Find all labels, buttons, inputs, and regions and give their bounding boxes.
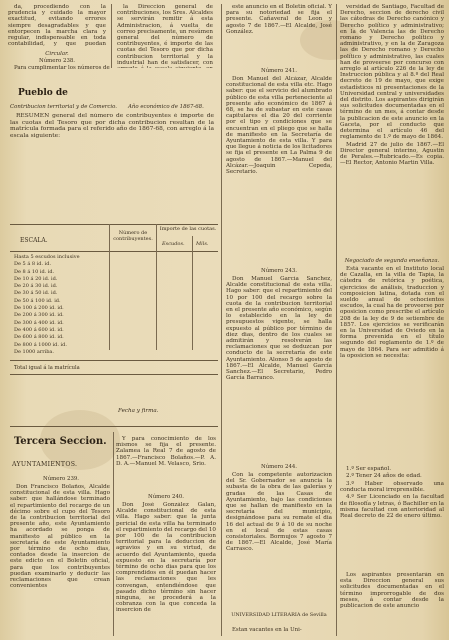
table-divider <box>109 224 110 350</box>
requirements-list <box>340 466 444 568</box>
escala-cell: De 50 á 100 id. id. <box>14 297 61 304</box>
escala-cell: De 5 á 8 id. id. <box>14 261 52 268</box>
resumen-text: RESUMEN general del número de contribuyentes é importe de las cuotas del Tesoro que por dicha contribucion resultan de la matrícula formada para el referido año de 1867-68, con arreglo á la escala siguiente: <box>10 113 214 139</box>
circular-number: Número 238. <box>38 58 76 64</box>
list-item: 1.º Ser español. <box>346 466 391 472</box>
escala-cell: De 100 á 200 id. id. <box>14 305 64 312</box>
notice-244 <box>226 472 332 610</box>
year-header: Año económico de 1867-68. <box>128 104 204 110</box>
table-total-rule <box>10 360 218 361</box>
escala-cell: De 400 á 600 id. id. <box>14 326 64 333</box>
number-239: Número 239. <box>42 476 80 482</box>
table-row <box>12 269 82 276</box>
paragraph: Don Francisco Bolaños, Alcalde constitucional de esta villa. Hago saber: que hallándose terminado el repartimiento del recargo de un décimo sobre el cupo del Tesoro de la contribucion territorial del presente año, este Ayuntamiento ha acordado se ponga de manifiesto al público en la secretaría de este Ayuntamiento por término de ocho dias, contados desde la insercion de este edicto en el Boletin oficial, para que los contribuyentes puedan examinarlo y deducir las reclamaciones que crean convenientes <box>10 484 110 590</box>
contrib-header: Contribucion territorial y de Comercio. <box>10 104 117 110</box>
paragraph: Y para conocimiento de los mismos se fija el presente. Zalamea la Real 7 de agosto de 1867.—Francisco Bolaños.—P. A. D. A.—Manuel M. Velasco, Srio. <box>116 436 216 467</box>
number-244: Número 244. <box>260 464 298 470</box>
paragraph: Los aspirantes presentarán en esta Direccion general sus solicitudes documentadas en el término improrrogable de dos meses, á contar desde la publicacion de este anuncio <box>340 572 444 610</box>
escala-cell: De 20 á 30 id. id. <box>14 283 58 290</box>
number-243: Número 243. <box>260 268 298 274</box>
number-240: Número 240. <box>147 494 185 500</box>
ayuntamientos-title: AYUNTAMIENTOS. <box>12 461 78 468</box>
table-row <box>12 320 82 327</box>
notice-240 <box>116 502 216 636</box>
paragraph: Don Manuel del Alcázar, Alcalde constitucional de esta villa etc. Hago saber: que el servicio del alumbrado público de esta villa perteneciente al presente año económico de 1867 á 68, se ha de subastar en este casas capitulares el dia 20 del corriente por el tipo y condiciones que se encuentran en el pliego que se halla de manifiesto en la Secretaría de Ayuntamiento de esta villa. Y para que llegue á noticia de los licitadores se fija el presente en La Palma 9 de agosto de 1867.—Manuel del Alcázar.—Joaquin Cepeda, Secretario. <box>226 76 332 176</box>
column-4-middle <box>340 266 444 464</box>
column-divider <box>336 4 337 636</box>
universidad-text: Estan vacantes en la Uni- <box>232 627 302 633</box>
table-row <box>12 342 82 349</box>
escala-cell: De 300 á 400 id. id. <box>14 319 64 326</box>
column-2-top <box>117 4 213 68</box>
table-row <box>12 312 82 319</box>
escala-cell: De 1000 arriba. <box>14 348 55 355</box>
paragraph: este anuncio en el Boletin oficial. Y para su notoriedad se fija el presente. Cañaveral de Leon y agosto 7 de 1867.—El Alcalde, José González. <box>226 4 332 35</box>
column-divider <box>113 432 114 636</box>
table-row <box>12 349 82 356</box>
list-item: 4.º Ser Licenciado en la facultad de filosofía y letras, ó Bachiller en la misma facultad con anterioridad al Real decreto de 22 de enero último. <box>340 494 444 519</box>
escala-cell: De 8 á 10 id. id. <box>14 268 55 275</box>
table-divider <box>156 224 157 350</box>
paragraph: Con la competente autorizacion del Sr. Gobernador se anuncia la subasta de la obra de las galerías y gradas de las Casas de Ayuntamiento, bajo las condiciones que se hallan de manifiesto en la secretaría del municipio, designándose para su remate el dia 16 del actual de 9 á 10 de su noche en el local de estas casas consistoriales. Bormujos 7 agosto 7 de 1867.—El Alcalde, José María Carrasco. <box>226 472 332 553</box>
paragraph: versidad de Santiago, Facultad de Derecho, seccion de derecho civil las cátedras de Derecho canónico y Derecho político y administrativo; en la de Valencia las de Derecho romano y Derecho político y administrativo, y en la de Zaragoza las de Derecho romano y Derecho político y administrativo, las cuales han de proveerse por concurso con arreglo al artículo 226 de la ley de Instruccion pública y al 8.º del Real decreto de 19 de mayo, que exige estadísticos ni presentaciones de la Universidad central y universidades del distrito. Los aspirantes dirigirán sus solicitudes documentadas en el término de un mes, á contar desde la publicacion de este anuncio en la Gaceta, por el conducto que determina el artículo 46 del reglamento de 1.º de mayo de 1864. <box>340 4 444 141</box>
column-3-top <box>226 4 332 62</box>
paragraph: Está vacante en el Instituto local de Cazalla, en la villa de Tapia, la cátedra de retórica y poética, ejercicios de análisis, traduccion y composicion latina, dotada con el sueldo anual de ochocientos escudos, la cual ha de proveerse por oposicion como prescribe el artículo 208 de la ley de 9 de setiembre de 1857. Los ejercicios se verificarán en la Universidad de Oviedo en la forma prevenida en el título segundo del reglamento de 1.º de mayo de 1864. Para ser admitido á la oposicion se necesita: <box>340 266 444 359</box>
column-2-bottom <box>116 436 216 492</box>
column-4-top <box>340 4 444 254</box>
column-divider <box>111 4 112 68</box>
table-divider <box>192 236 193 350</box>
total-label: Total igual á la matrícula <box>14 365 80 371</box>
escala-cell: De 800 á 1000 id. id. <box>14 341 67 348</box>
list-item: 2.º Tener 24 años de edad. <box>346 473 422 480</box>
column-1-top <box>8 4 106 46</box>
table-row <box>12 298 82 305</box>
column-4-bottom <box>340 572 444 636</box>
signature: Madrid 27 de julio de 1867.—El Director general interino, Agustin de Perales.—Rubricado.—Es copia.—El Rector, Antonio Martin Villa. <box>340 141 444 167</box>
escala-cell: De 30 á 50 id. id. <box>14 290 58 297</box>
paragraph: la Direccion general de contribuciones, los Sres. Alcaldes se servirán remitir á esta Administracion, á vuelta de correo precisamente, un resúmen general del número de contribuyentes, é importe de las cuotas del Tesoro que por dicha contribucion territorial y la industrial han de satisfacer, con <box>117 4 213 66</box>
table-bottom-rule <box>10 374 218 375</box>
table-header-mils: Mils. <box>196 241 209 247</box>
list-item: 3.º Haber observado una conducta moral irreprensible. <box>340 480 444 493</box>
table-header-numero: Número de contribuyentes. <box>113 230 153 242</box>
circular-note: Para cumplimentar los números de <box>14 65 110 71</box>
escala-table <box>12 254 82 356</box>
paragraph: da, procediendo con la prudencia y cuidado la mayor exactitud, evitando errores siempre desagradables y que entorpecen la marcha clara y regular, indispensable en toda contabilidad, y que puedan <box>8 4 106 46</box>
paragraph: Don Manuel García Sanchez, Alcalde constitucional de esta villa. Hago saber: que el repartimiento del 10 por 100 del recargo sobre la cuota de la contribucion territorial en el presente año económico, según lo establecido en la ley de presupuestos vigente, se halla expuesto al público por término de diez dias, dentro de los cuales se admitirán y resolverán las reclamaciones que se deduzcan por conducto de la secretaría de este Ayuntamiento. Alonso 5 de agosto de 1867.—El Alcalde, Manuel García Sanchez.—El Secretario, Pedro García Barranco. <box>226 276 332 382</box>
table-row <box>12 261 82 268</box>
notice-243 <box>226 276 332 460</box>
fecha-label: Fecha y firma. <box>118 408 159 414</box>
number-241: Número 241. <box>260 68 298 74</box>
escala-cell: De 600 á 800 id. id. <box>14 334 64 341</box>
notice-241 <box>226 76 332 264</box>
table-row <box>12 334 82 341</box>
table-row <box>12 290 82 297</box>
paragraph: Don José González Galan, Alcalde constitucional de esta villa. Hago saber: que la junta pericial de esta villa ha terminado el repartimiento del recargo del 10 por 100 de la contribucion territorial para la deduccion de agravios y en su virtud, de acuerdo del Ayuntamiento, queda expuesto en la secretaría por término de ocho dias para que los comprendidos en él puedan hacer las reclamaciones que les convengan, entendiéndose que pasado dicho término sin hacer ninguna, se procederá a la cobranza con la que conceda la insercion de <box>116 502 216 614</box>
table-header-rule <box>10 251 218 252</box>
negociado-heading: Negociado de segunda enseñanza. <box>344 258 440 264</box>
column-divider <box>221 4 222 636</box>
table-header-escala: ESCALA. <box>20 237 48 244</box>
pueblo-header: Pueblo de <box>18 88 68 98</box>
escala-cell: De 200 á 300 id. id. <box>14 312 64 319</box>
circular-label: Circular. <box>45 51 69 57</box>
escala-cell: Hasta 5 escudos inclusive <box>14 254 80 260</box>
escala-cell: De 10 á 20 id. id. <box>14 275 58 282</box>
resumen-paragraph <box>10 113 214 139</box>
table-top-rule <box>10 224 218 225</box>
universidad-heading: UNIVERSIDAD LITERARIA de Sevilla <box>231 612 327 618</box>
table-header-escudos: Escudos. <box>162 241 185 247</box>
section-rule <box>10 426 218 427</box>
table-header-importe: Importe de las cuotas. <box>159 226 217 232</box>
section-title: Tercera Seccion. <box>14 436 107 447</box>
notice-239 <box>10 484 110 636</box>
